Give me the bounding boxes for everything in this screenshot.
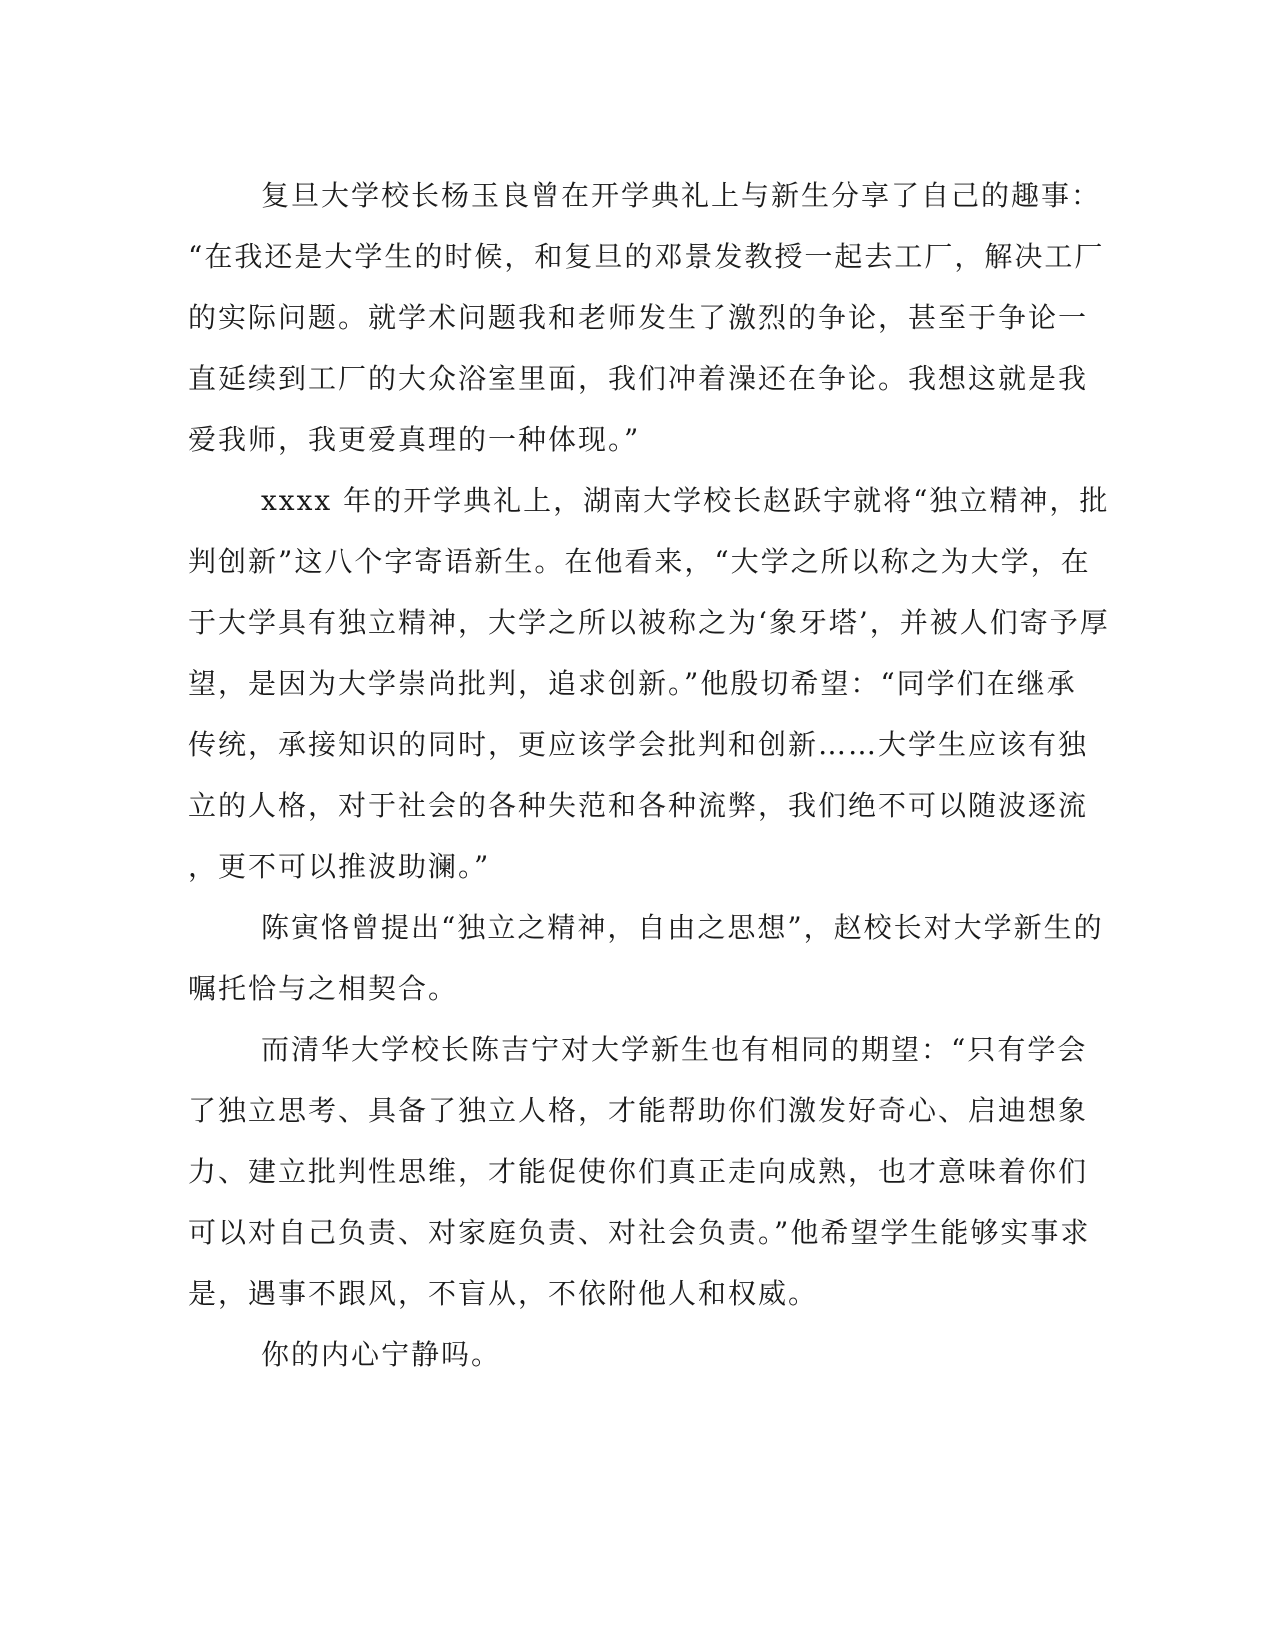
paragraph-line: 是，遇事不跟风，不盲从，不依附他人和权威。 [188,1277,819,1310]
paragraph-line: 的实际问题。就学术问题我和老师发生了激烈的争论，甚至于争论一 [188,301,1089,334]
paragraph-line: 了独立思考、具备了独立人格，才能帮助你们激发好奇心、启迪想象 [188,1094,1089,1127]
paragraph-line: ，更不可以推波助澜。” [188,850,491,883]
paragraph-line: 立的人格，对于社会的各种失范和各种流弊，我们绝不可以随波逐流 [188,789,1089,822]
paragraph-line: 复旦大学校长杨玉良曾在开学典礼上与新生分享了自己的趣事： [261,179,1102,212]
paragraph-line: xxxx 年的开学典礼上，湖南大学校长赵跃宇就将“独立精神，批 [261,484,1110,517]
paragraph [188,1019,1091,1324]
paragraph-line: “在我还是大学生的时候，和复旦的邓景发教授一起去工厂，解决工厂 [188,240,1105,273]
paragraph-line: 传统，承接知识的同时，更应该学会批判和创新……大学生应该有独 [188,728,1089,761]
paragraph-line: 陈寅恪曾提出“独立之精神，自由之思想”，赵校长对大学新生的 [261,911,1104,944]
paragraph [188,897,1104,1019]
paragraph-line: 嘱托恰与之相契合。 [188,972,459,1005]
paragraph-line: 爱我师，我更爱真理的一种体现。” [188,423,641,456]
document-body [188,165,1110,1385]
paragraph [188,470,1110,897]
paragraph-line: 于大学具有独立精神，大学之所以被称之为‘象牙塔’，并被人们寄予厚 [188,606,1110,639]
paragraph-line: 直延续到工厂的大众浴室里面，我们冲着澡还在争论。我想这就是我 [188,362,1089,395]
paragraph [188,165,1105,470]
paragraph [188,1324,1078,1385]
paragraph-line: 判创新”这八个字寄语新生。在他看来，“大学之所以称之为大学，在 [188,545,1091,578]
paragraph-line: 而清华大学校长陈吉宁对大学新生也有相同的期望：“只有学会 [261,1033,1088,1066]
paragraph-line: 你的内心宁静吗。 [261,1338,502,1371]
paragraph-line: 可以对自己负责、对家庭负责、对社会负责。”他希望学生能够实事求 [188,1216,1091,1249]
paragraph-line: 望，是因为大学崇尚批判，追求创新。”他殷切希望：“同学们在继承 [188,667,1077,700]
paragraph-line: 力、建立批判性思维，才能促使你们真正走向成熟，也才意味着你们 [188,1155,1089,1188]
